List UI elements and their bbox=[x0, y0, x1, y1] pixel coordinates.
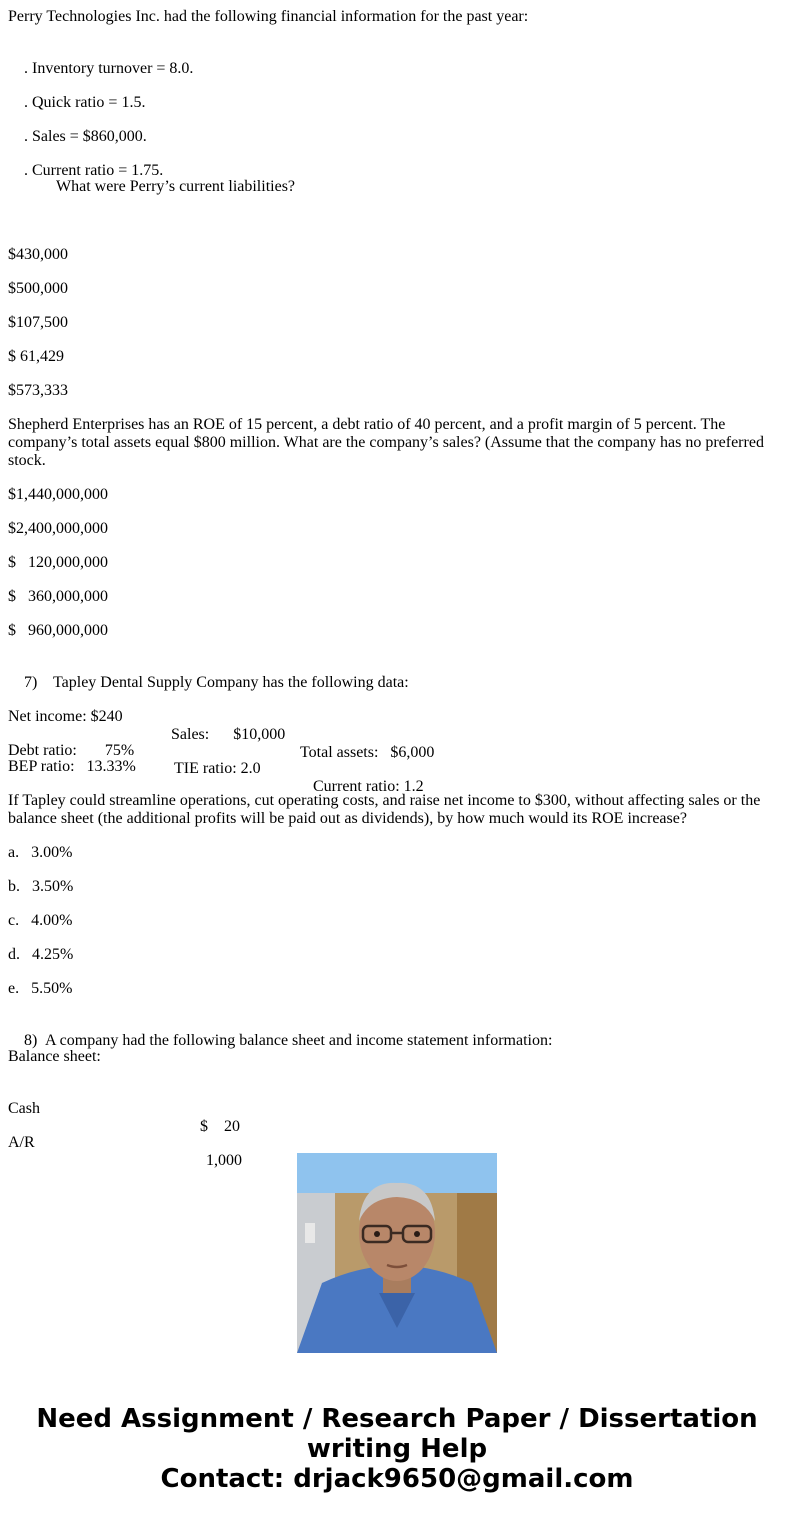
portrait-illustration bbox=[297, 1153, 497, 1353]
q1-question: What were Perry’s current liabilities? bbox=[56, 178, 296, 195]
bullet-marker: . bbox=[24, 94, 28, 111]
q2-option: $ 360,000,000 bbox=[8, 588, 108, 605]
q7-bep-ratio: BEP ratio: 13.33% bbox=[8, 758, 136, 775]
q1-item-text: Sales = $860,000. bbox=[32, 128, 147, 145]
banner-contact: Contact: drjack9650@gmail.com bbox=[160, 1464, 634, 1494]
document-body bbox=[8, 0, 786, 1169]
q7-option: d. 4.25% bbox=[8, 946, 74, 963]
q1-item bbox=[8, 144, 164, 198]
q7-debt-ratio: Debt ratio: 75% bbox=[8, 742, 135, 759]
q7-tie-ratio: TIE ratio: 2.0 bbox=[174, 760, 261, 777]
q2-option: $1,440,000,000 bbox=[8, 486, 108, 503]
q2-option: $ 120,000,000 bbox=[8, 554, 108, 571]
balance-value: 1,000 bbox=[206, 1152, 242, 1169]
q7-heading: Tapley Dental Supply Company has the following data: bbox=[53, 674, 409, 691]
bullet-marker: . bbox=[24, 162, 28, 179]
q2-option: $2,400,000,000 bbox=[8, 520, 108, 537]
q1-item-text: Current ratio = 1.75. bbox=[32, 162, 164, 179]
banner-line: writing Help bbox=[306, 1434, 488, 1464]
q7-net-income: Net income: $240 bbox=[8, 708, 123, 725]
q1-option: $430,000 bbox=[8, 246, 68, 263]
banner-line: Need Assignment / Research Paper / Dissertation bbox=[36, 1404, 758, 1434]
avatar bbox=[297, 1153, 497, 1353]
q1-option: $573,333 bbox=[8, 382, 68, 399]
q8-section-label: Balance sheet: bbox=[8, 1048, 101, 1065]
balance-label: A/R bbox=[8, 1134, 35, 1151]
balance-row bbox=[8, 1116, 778, 1169]
q1-item-text: Quick ratio = 1.5. bbox=[32, 94, 146, 111]
promo-banner bbox=[0, 1404, 794, 1494]
q1-intro: Perry Technologies Inc. had the following financial information for the past year: bbox=[8, 8, 529, 25]
q7-current-ratio: Current ratio: 1.2 bbox=[313, 778, 424, 795]
q8-number: 8) bbox=[24, 1032, 38, 1049]
q7-question: If Tapley could streamline operations, cut operating costs, and raise net income to $300, without affecting sales or the balance sheet (the additional profits will be paid out as dividends), by how much would its ROE increase? bbox=[8, 792, 761, 827]
q7-option: c. 4.00% bbox=[8, 912, 73, 929]
q7-number: 7) bbox=[24, 674, 38, 691]
q1-option: $ 61,429 bbox=[8, 348, 64, 365]
balance-value: $ 20 bbox=[200, 1118, 240, 1135]
q2-question: Shepherd Enterprises has an ROE of 15 percent, a debt ratio of 40 percent, and a profit margin of 5 percent. The company’s total assets equal $800 million. What are the company’s sales? (Assume that the company has no preferred stock. bbox=[8, 416, 764, 469]
bullet-marker: . bbox=[24, 60, 28, 77]
q8-heading: A company had the following balance sheet and income statement information: bbox=[45, 1032, 553, 1049]
q7-option: e. 5.50% bbox=[8, 980, 73, 997]
q7-option: b. 3.50% bbox=[8, 878, 74, 895]
q2-option: $ 960,000,000 bbox=[8, 622, 108, 639]
q1-item-text: Inventory turnover = 8.0. bbox=[32, 60, 194, 77]
q7-total-assets: Total assets: $6,000 bbox=[300, 744, 435, 761]
balance-row bbox=[8, 1082, 778, 1135]
q7-option: a. 3.00% bbox=[8, 844, 73, 861]
bullet-marker: . bbox=[24, 128, 28, 145]
q7-sales: Sales: $10,000 bbox=[171, 726, 286, 743]
balance-label: Cash bbox=[8, 1100, 40, 1117]
q1-option: $500,000 bbox=[8, 280, 68, 297]
q1-option: $107,500 bbox=[8, 314, 68, 331]
